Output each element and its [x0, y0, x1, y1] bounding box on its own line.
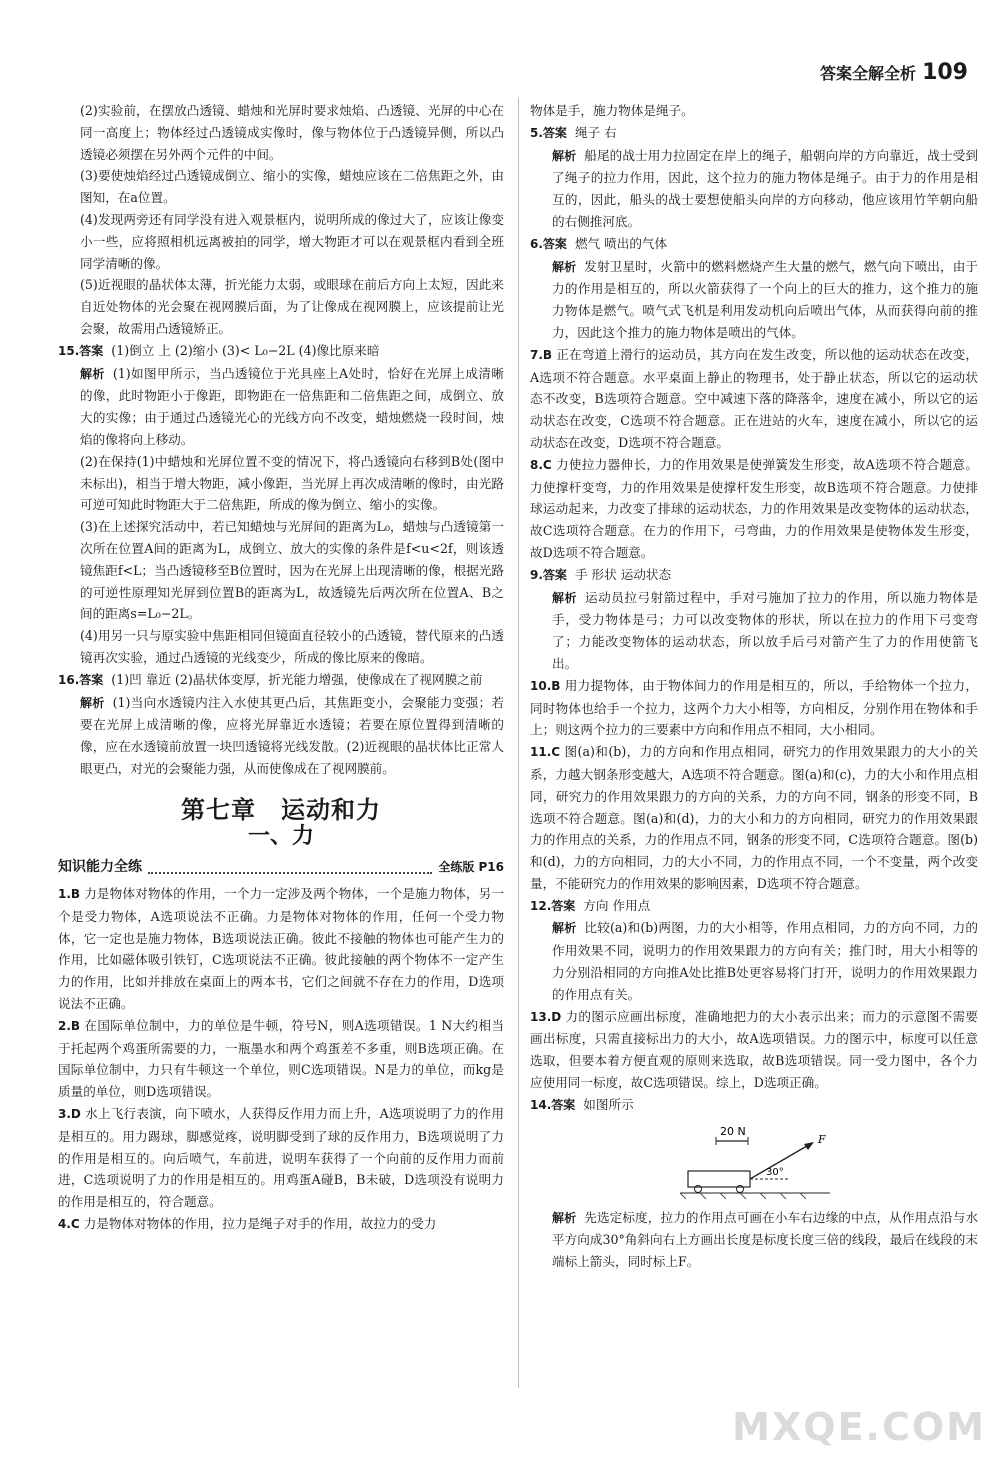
left-column: [58, 100, 504, 1236]
hatch: [760, 1193, 766, 1199]
chapter-title: 第七章 运动和力: [181, 795, 381, 824]
angle-label: 30°: [766, 1166, 784, 1178]
force-label: F: [818, 1132, 826, 1146]
section-band: [58, 857, 504, 879]
q6-answer: 6.答案 燃气 喷出的气体: [530, 235, 668, 251]
q15-line: (2)在保持(1)中蜡烛和光屏位置不变的情况下，将凸透镜向右移到B处(图中未标出)，相当于增大物距，减小像距，当光屏上再次成清晰的像时，由光路可逆可知此时物距大于二倍焦距，所成的像为倒立、缩小的实像。: [80, 453, 504, 513]
q9-answer: 9.答案 手 形状 运动状态: [530, 566, 672, 582]
q13: 13.D 力的图示应画出标度，准确地把力的大小表示出来；而力的示意图不需要画出标度，只需直接标出力的大小，故A选项错误。力的图示中，标度可以任意选取，但要本着方便直观的原则来选取，故B选项错误。同一受力图中，各个力应使用同一标度，故C选项错误。综上，D选项正确。: [530, 1008, 978, 1091]
q15-line: (3)在上述探究活动中，若已知蜡烛与光屏间的距离为L₀，蜡烛与凸透镜第一次所在位置A间的距离为L，成倒立、放大的实像的条件是f<u<2f，则该透镜焦距f<L；当凸透镜移至B位置时，因为在光屏上出现清晰的像，根据光路的可逆性原理知光屏到位置B的距离为L，故透镜先后两次所在位置A、B之间的距离s=L₀−2L。: [80, 519, 504, 622]
q6-analysis: 解析 发射卫星时，火箭中的燃料燃烧产生大量的燃气，燃气向下喷出，由于力的作用是相互的，所以火箭获得了一个向上的巨大的推力，这个推力的施力物体是燃气。喷气式飞机是利用发动机向后喷出气体，从而获得向前的推力，因此这个推力的施力物体是喷出的气体。: [552, 258, 978, 340]
scale-label: 20 N: [720, 1124, 746, 1138]
hatch: [740, 1193, 746, 1199]
hatch: [700, 1193, 706, 1199]
q16-answer: 16.答案 (1)凹 靠近 (2)晶状体变厚，折光能力增强，使像成在了视网膜之前: [58, 671, 483, 687]
column-divider: [518, 98, 519, 1388]
hatch: [680, 1193, 686, 1199]
hatch: [800, 1193, 806, 1199]
q14-line: (5)近视眼的晶状体太薄，折光能力太弱，或眼球在前后方向上太短，因此来自近处物体的光会聚在视网膜后面，为了让像成在视网膜上，应该提前让光会聚，故需用凸透镜矫正。: [80, 277, 504, 336]
q14-line: (4)发现两旁还有同学没有进入观景框内，说明所成的像过大了，应该让像变小一些，应将照相机远离被拍的同学，增大物距才可以在观景框内看到全班同学清晰的像。: [80, 211, 504, 271]
q15-answer: 15.答案 (1)倒立 上 (2)缩小 (3)< L₀−2L (4)像比原来暗: [58, 342, 380, 358]
right-column: [530, 100, 978, 1273]
hatch: [720, 1193, 726, 1199]
item-1: 1.B 力是物体对物体的作用，一个力一定涉及两个物体，一个是施力物体，另一个是受力物体，A选项说法不正确。力是物体对物体的作用，任何一个受力物体，它一定也是施力物体，B选项说法正确。彼此不接触的物体也可能产生力的作用，比如磁体吸引铁钉，C选项说法不正确。彼此接触的两个物体不一定产生力的作用，比如并排放在桌面上的两本书，它们之间就不存在力的作用，D选项说法不正确。: [58, 886, 504, 1012]
q5-analysis: 解析 船尾的战士用力拉固定在岸上的绳子，船朝向岸的方向靠近，战士受到了绳子的拉力作用，因此，这个拉力的施力物体是绳子。由于力的作用是相互的，因此，船头的战士要想使船头向岸的方向移动，他应该用竹竿朝向船的右侧推河底。: [552, 147, 978, 229]
item-2: 2.B 在国际单位制中，力的单位是牛顿，符号N，则A选项错误。1 N大约相当于托起两个鸡蛋所需要的力，一瓶墨水和两个鸡蛋差不多重，则B选项正确。在国际单位制中，力只有牛顿这一个单位，则C选项错误。N是力的单位，而kg是质量的单位，则D选项错误。: [58, 1017, 504, 1100]
band-title: 知识能力全练: [58, 859, 142, 876]
item-4: 4.C 力是物体对物体的作用，拉力是绳子对手的作用，故拉力的受力: [58, 1216, 437, 1232]
q4-continued: 物体是手，施力物体是绳子。: [530, 103, 694, 118]
header-title: 答案全解全析: [820, 64, 917, 83]
q14-line: (2)实验前，在摆放凸透镜、蜡烛和光屏时要求烛焰、凸透镜、光屏的中心在同一高度上；物体经过凸透镜成实像时，像与物体位于凸透镜异侧，所以凸透镜必须摆在另外两个元件的中间。: [80, 103, 504, 162]
q16-analysis: 解析 (1)当向水透镜内注入水使其更凸后，其焦距变小，会聚能力变强；若要在光屏上成清晰的像，应将光屏靠近水透镜；若要在原位置得到清晰的像，应在水透镜前放置一块凹透镜将光线发散。(2)近视眼的晶状体比正常人眼更凸，对光的会聚能力强，从而使像成在了视网膜前。: [80, 694, 504, 776]
q14-answer: 14.答案 如图所示: [530, 1096, 634, 1112]
cart-body: [688, 1171, 750, 1187]
q12-analysis: 解析 比较(a)和(b)两图，力的大小相等，作用点相同，力的方向不同，力的作用效果不同，说明力的作用效果跟力的方向有关；推门时，用大小相等的力分别沿相同的方向推A处比推B处更容易将门打开，说明力的作用效果跟力的作用点有关。: [552, 920, 978, 1002]
q7: 7.B 正在弯道上滑行的运动员，其方向在发生改变，所以他的运动状态在改变，A选项不符合题意。水平桌面上静止的物理书，处于静止状态，所以它的运动状态不改变，B选项符合题意。空中减速下落的降落伞，速度在减小，所以它的运动状态在改变，C选项不符合题意。正在进站的火车，速度在减小，所以它的运动状态在改变，D选项不符合题意。: [530, 346, 978, 450]
q10: 10.B 用力提物体，由于物体间力的作用是相互的，所以，手给物体一个拉力，同时物体也给手一个拉力，这两个力大小相等，方向相反，分别作用在物体和手上；则这两个拉力的三要素中方向和作用点不相同，大小相同。: [530, 677, 978, 738]
band-tag: 全练版 P16: [438, 860, 504, 875]
force-diagram: [680, 1123, 840, 1203]
hatch: [780, 1193, 786, 1199]
arrow-head: [804, 1142, 814, 1150]
q14-analysis: 解析 先选定标度，拉力的作用点可画在小车右边缘的中点，从作用点沿与水平方向成30°角斜向右上方画出长度是标度长度三倍的线段，最后在线段的末端标上箭头，同时标上F。: [552, 1209, 978, 1270]
q14-line: (3)要使烛焰经过凸透镜成倒立、缩小的实像，蜡烛应该在二倍焦距之外，由图知，在a位置。: [80, 168, 504, 206]
watermark: MXQE.COM: [732, 1405, 986, 1449]
q15-line: (4)用另一只与原实验中焦距相同但镜面直径较小的凸透镜，替代原来的凸透镜再次实验，通过凸透镜的光线变少，所成的像比原来的像暗。: [80, 628, 504, 665]
q8: 8.C 力使拉力器伸长，力的作用效果是使弹簧发生形变，故A选项不符合题意。力使撑杆变弯，力的作用效果是使撑杆发生形变，故B选项不符合题意。力使排球运动起来，力改变了排球的运动状态，力的作用效果是改变物体的运动状态，故C选项符合题意。在力的作用下，弓弯曲，力的作用效果是使物体发生形变，故D选项不符合题意。: [530, 456, 978, 560]
section-title: 一、力: [247, 823, 314, 849]
q11: 11.C 图(a)和(b)，力的方向和作用点相同，研究力的作用效果跟力的大小的关系，力越大钢条形变越大，A选项不符合题意。图(a)和(c)，力的大小和作用点相同，研究力的作用效果跟力的方向的关系，力的方向不同，钢条的形变不同，B选项不符合题意。图(a)和(d)，力的大小和力的方向相同，研究力的作用效果跟力的作用点的关系，力的作用点不同，钢条的形变不同，C选项符合题意。图(b)和(d)，力的方向相同，力的大小不同，力的作用点不同，一个不变量，两个改变量，不能研究力的作用效果的影响因素，D选项不符合题意。: [530, 744, 978, 891]
page-header: [820, 60, 968, 85]
q5-answer: 5.答案 绳子 右: [530, 124, 617, 140]
dotted-leader: [148, 863, 432, 874]
item-3: 3.D 水上飞行表演，向下喷水，人获得反作用力而上升，A选项说明了力的作用是相互的。用力踢球，脚感觉疼，说明脚受到了球的反作用力，B选项说明了力的作用是相互的。向后喷气，车前进，说明车获得了一个向前的反作用力而前进，C选项说明了力的作用是相互的。用鸡蛋A碰B，B未破，D选项没有说明力的作用是相互的，符合题意。: [58, 1106, 504, 1210]
q15-analysis: 解析 (1)如图甲所示，当凸透镜位于光具座上A处时，恰好在光屏上成清晰的像，此时物距小于像距，即物距在一倍焦距和二倍焦距之间，成倒立、放大的实像；由于通过凸透镜光心的光线方向不改变，蜡烛燃烧一段时间，烛焰的像将向上移动。: [80, 365, 504, 447]
page-number: 109: [922, 60, 968, 85]
q12-answer: 12.答案 方向 作用点: [530, 897, 651, 913]
q9-analysis: 解析 运动员拉弓射箭过程中，手对弓施加了拉力的作用，所以施力物体是手，受力物体是弓；力可以改变物体的形状，所以在拉力的作用下弓变弯了；力能改变物体的运动状态，所以放手后弓对箭产生了力的作用使箭飞出。: [552, 589, 978, 671]
